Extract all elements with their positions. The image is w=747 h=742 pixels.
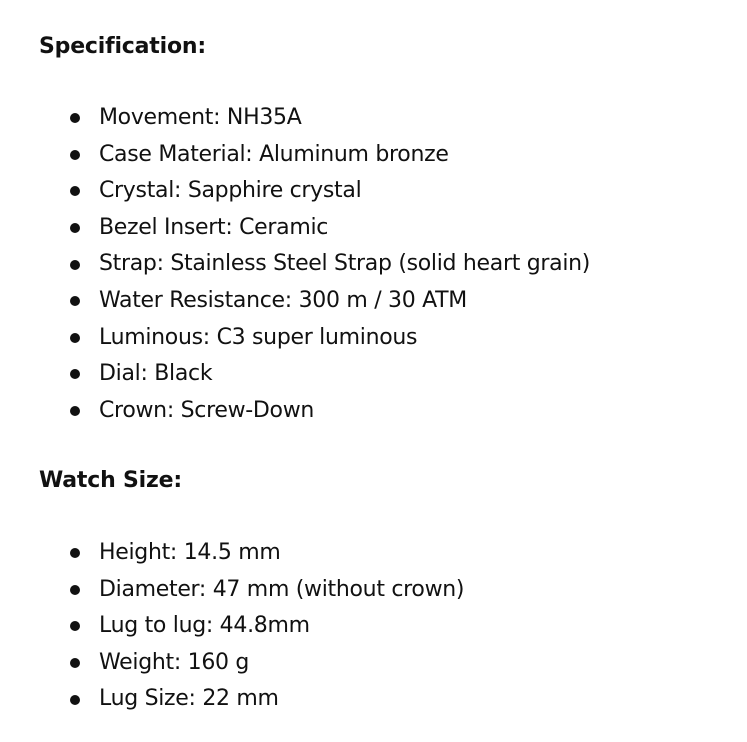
watch-size-heading: Watch Size: — [39, 468, 182, 493]
bullet-icon — [70, 333, 80, 343]
bullet-icon — [70, 223, 80, 233]
bullet-icon — [70, 113, 80, 123]
bullet-icon — [70, 186, 80, 196]
spec-luminous: Luminous: C3 super luminous — [99, 324, 418, 350]
bullet-icon — [70, 369, 80, 379]
size-lug-size: Lug Size: 22 mm — [99, 686, 279, 712]
bullet-icon — [70, 150, 80, 160]
bullet-icon — [70, 658, 80, 668]
specification-heading: Specification: — [39, 34, 206, 59]
size-height: Height: 14.5 mm — [99, 540, 281, 565]
spec-dial: Dial: Black — [99, 361, 213, 387]
size-diameter: Diameter: 47 mm (without crown) — [99, 576, 465, 602]
spec-water-resistance: Water Resistance: 300 m / 30 ATM — [99, 287, 467, 313]
spec-case-material: Case Material: Aluminum bronze — [99, 141, 449, 167]
bullet-icon — [70, 621, 80, 631]
size-weight: Weight: 160 g — [99, 649, 250, 675]
size-lug-to-lug: Lug to lug: 44.8mm — [99, 613, 310, 639]
bullet-icon — [70, 296, 80, 306]
bullet-icon — [70, 585, 80, 595]
spec-crystal: Crystal: Sapphire crystal — [99, 178, 362, 204]
spec-strap: Strap: Stainless Steel Strap (solid heart grain) — [99, 251, 591, 277]
bullet-icon — [70, 548, 80, 558]
bullet-icon — [70, 406, 80, 416]
spec-crown: Crown: Screw-Down — [99, 397, 315, 423]
bullet-icon — [70, 260, 80, 270]
spec-bezel-insert: Bezel Insert: Ceramic — [99, 214, 329, 240]
bullet-icon — [70, 695, 80, 705]
spec-movement: Movement: NH35A — [99, 105, 302, 130]
